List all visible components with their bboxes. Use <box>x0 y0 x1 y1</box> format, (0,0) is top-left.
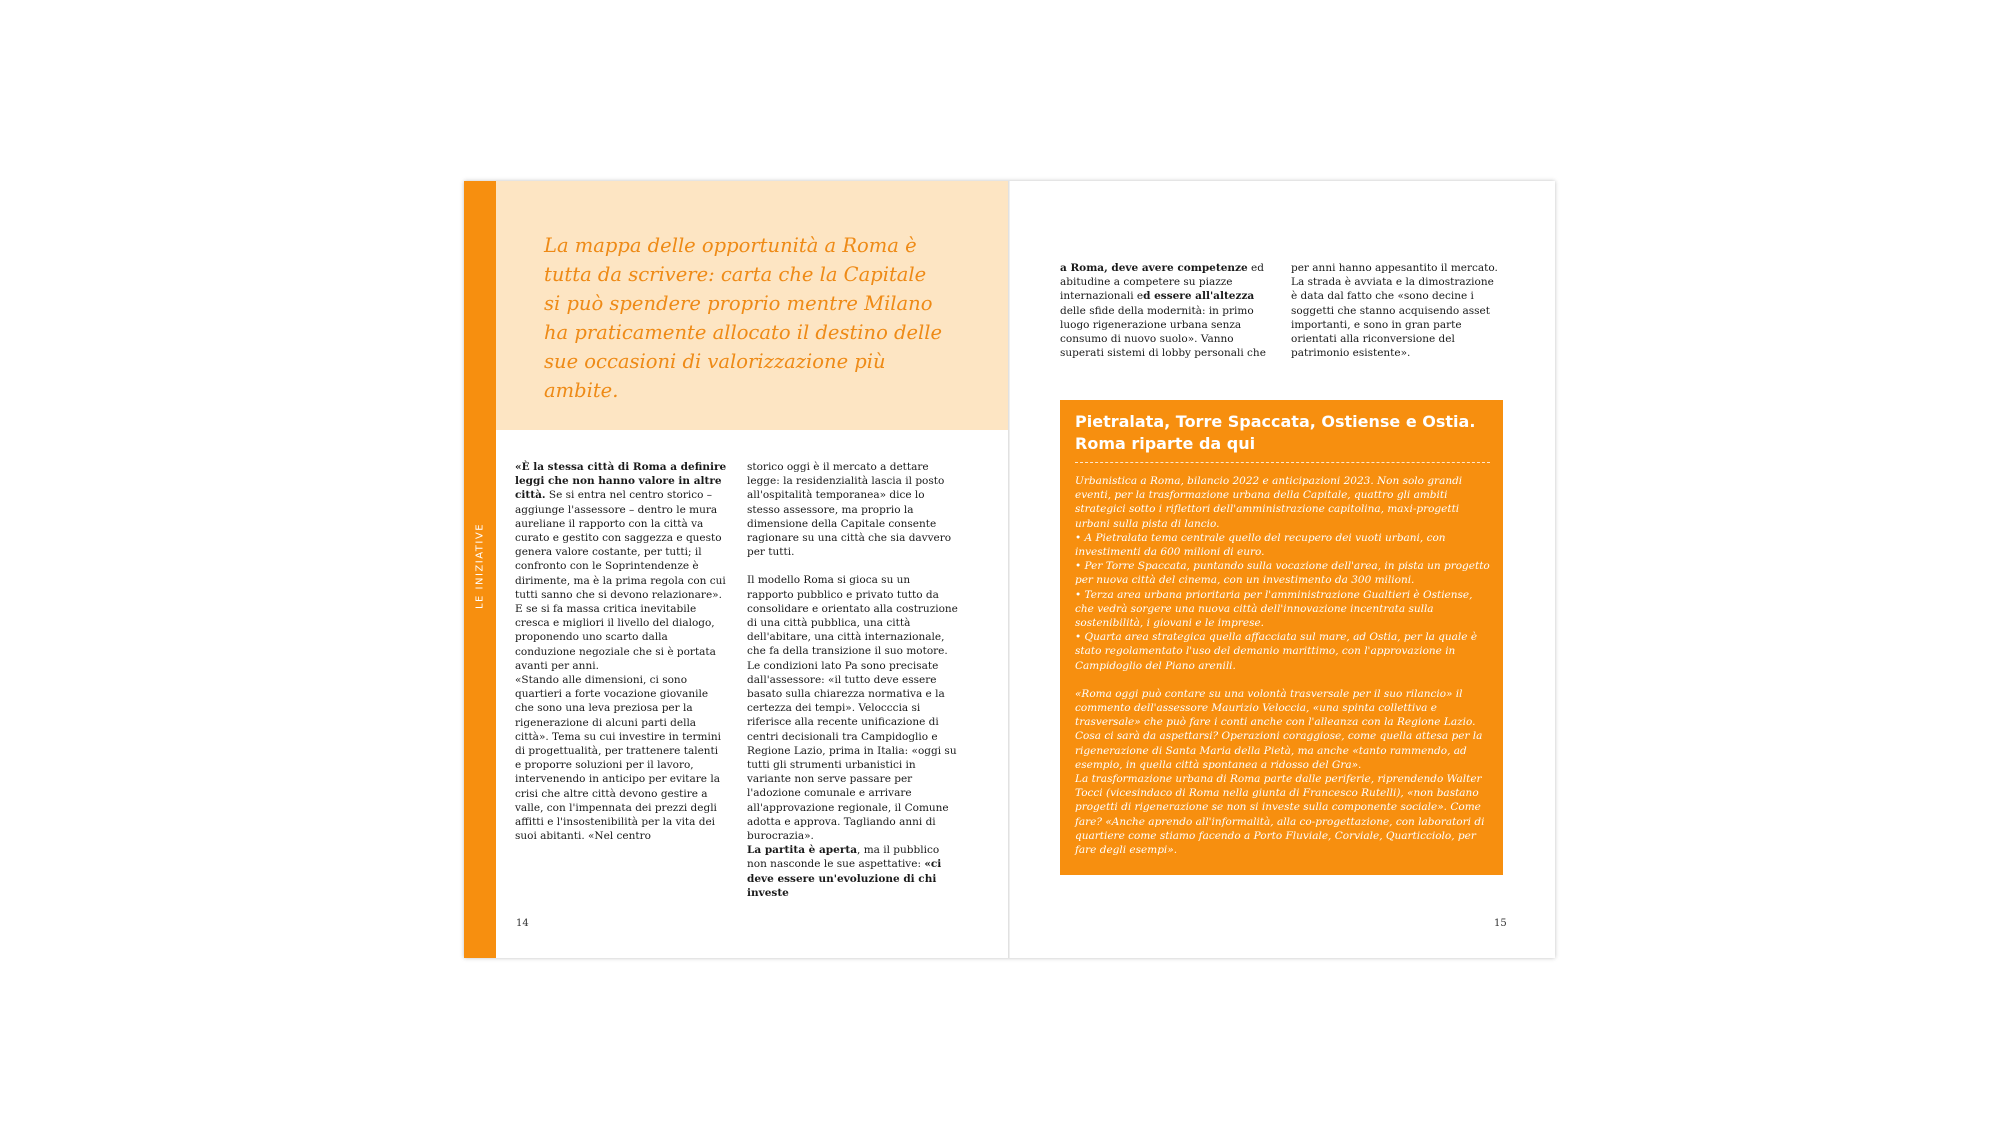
bold-lead: La partita è aperta <box>747 844 858 857</box>
paragraph-text: delle sfide della modernità: in primo luogo rigenerazione urbana senza consumo di nuovo suolo». Vanno superati sistemi di lobby personali che <box>1060 304 1266 360</box>
page-number-right: 15 <box>1494 918 1507 929</box>
page-number-left: 14 <box>516 918 529 929</box>
info-box-bullet: • Quarta area strategica quella affacciata sul mare, ad Ostia, per la quale è stato regolamentato l'uso del demanio marittimo, con l'approvazione in Campidoglio del Piano arenili. <box>1075 631 1478 672</box>
magazine-spread <box>464 181 1555 958</box>
info-box-paragraph: Urbanistica a Roma, bilancio 2022 e anticipazioni 2023. Non solo grandi eventi, per la trasformazione urbana della Capitale, quattro gli ambiti strategici sotto i riflettori dell'amministrazione capitolina, maxi-progetti urbani sulla pista di lancio. <box>1075 475 1463 530</box>
paragraph <box>515 460 727 673</box>
info-box <box>1060 400 1503 875</box>
info-box-body <box>1075 474 1493 857</box>
paragraph-text: , ma il pubblico non nasconde le sue aspettative: <box>747 844 940 871</box>
section-label: LE INIZIATIVE <box>474 522 486 610</box>
pull-quote: La mappa delle opportunità a Roma è tutta da scrivere: carta che la Capitale si può spendere proprio mentre Milano ha praticamente allocato il destino delle sue occasioni di valorizzazione più ambite. <box>544 234 943 402</box>
info-box-bullet: • Terza area urbana prioritaria per l'amministrazione Gualtieri è Ostiense, che vedrà sorgere una nuova città dell'innovazione incentrata sulla sostenibilità, i giovani e le imprese. <box>1075 588 1473 630</box>
paragraph: storico oggi è il mercato a dettare legge: la residenzialità lascia il posto all'ospitalità temporanea» dice lo stesso assessore, ma proprio la dimensione della Capitale consente ragionare su una città che sia davvero per tutti. <box>747 461 952 559</box>
info-box-bullet: • Per Torre Spaccata, puntando sulla vocazione dell'area, in pista un progetto per nuova città del cinema, con un investimento da 300 milioni. <box>1075 560 1490 587</box>
paragraph: Il modello Roma si gioca su un rapporto pubblico e privato tutto da consolidare e orientato alla costruzione di una città pubblica, una città dell'abitare, una città internazionale, che fa della transizione il suo motore. Le condizioni lato Pa sono precisate dall'assessore: «il tutto deve essere basato sulla chiarezza normativa e la certezza dei tempi». Velocccia si riferisce alla recente unificazione di centri decisionali tra Campidoglio e Regione Lazio, prima in Italia: «oggi su tutti gli strumenti urbanistici in variante non serve passare per l'adozione comunale e arrivare all'approvazione regionale, il Comune adotta e approva. Tagliando anni di burocrazia». <box>747 574 958 843</box>
bold-text: «ci deve essere un'evoluzione di chi investe <box>747 858 942 899</box>
section-side-bar <box>464 181 496 958</box>
right-page-column-1 <box>1060 261 1268 360</box>
paragraph-text: Se si entra nel centro storico – aggiunge l'assessore – dentro le mura aureliane il rapporto con la città va curato e gestito con saggezza e questo genera valore costante, per tutti; il confronto con le Soprintendenze è dirimente, ma è la prima regola con cui tutti sanno che si devono relazionare». E se si fa massa critica inevitabile cresca e migliori il livello del dialogo, proponendo uno scarto dalla conduzione negoziale che si è portata avanti per anni. <box>515 489 726 672</box>
paragraph: per anni hanno appesantito il mercato. La strada è avviata e la dimostrazione è data dal fatto che «sono decine i soggetti che stanno acquisendo asset importanti, e sono in gran parte orientati alla riconversione del patrimonio esistente». <box>1291 262 1498 360</box>
info-box-paragraph: «Roma oggi può contare su una volontà trasversale per il suo rilancio» il commento dell'assessore Maurizio Veloccia, «una spinta collettiva e trasversale» che può fare i conti anche con l'alleanza con la Regione Lazio. Cosa ci sarà da aspettarsi? Operazioni coraggiose, come quella attesa per la rigenerazione di Santa Maria della Pietà, ma anche «tanto rammendo, ad esempio, in quella città spontanea a ridosso del Gra». <box>1075 687 1483 771</box>
dashed-divider <box>1075 462 1490 463</box>
paragraph: «Stando alle dimensioni, ci sono quartieri a forte vocazione giovanile che sono una leva preziosa per la rigenerazione di alcuni parti della città». Tema su cui investire in termini di progettualità, per trattenere talenti e proporre soluzioni per il lavoro, intervenendo in anticipo per evitare la crisi che altre città devono gestire a valle, con l'impennata dei prezzi degli affitti e l'insostenibilità per la vita dei suoi abitanti. «Nel centro <box>515 674 721 843</box>
right-page <box>1010 181 1555 958</box>
bold-lead: «È la stessa città di Roma a definire leggi che non hanno valore in altre città. <box>515 461 727 502</box>
info-box-paragraph: La trasformazione urbana di Roma parte dalle periferie, riprendendo Walter Tocci (vicesindaco di Roma nella giunta di Francesco Rutelli), «non bastano progetti di rigenerazione se non si investe sulla componente sociale». Come fare? «Anche aprendo all'informalità, alla co-progettazione, con laboratori di quartiere come stiamo facendo a Porto Fluviale, Corviale, Quarticciolo, per fare degli esempi». <box>1075 773 1485 857</box>
info-box-title <box>1075 411 1490 455</box>
right-page-column-2 <box>1291 261 1499 360</box>
paragraph-text: ed abitudine a competere su piazze internazionali e <box>1060 262 1264 303</box>
info-box-bullet: • A Pietralata tema centrale quello del recupero dei vuoti urbani, con investimenti da 600 milioni di euro. <box>1075 531 1446 559</box>
left-page <box>464 181 1009 958</box>
info-box-title-line: Pietralata, Torre Spaccata, Ostiense e Ostia. <box>1075 412 1476 431</box>
paragraph <box>747 843 959 900</box>
paragraph <box>1060 261 1268 360</box>
left-page-column-2 <box>747 460 959 900</box>
bold-text: a Roma, deve avere competenze <box>1060 262 1248 274</box>
info-box-title-line: Roma riparte da qui <box>1075 434 1256 453</box>
left-page-column-1 <box>515 460 727 843</box>
bold-text: d essere all'altezza <box>1143 290 1255 303</box>
pull-quote-box <box>496 181 1009 430</box>
